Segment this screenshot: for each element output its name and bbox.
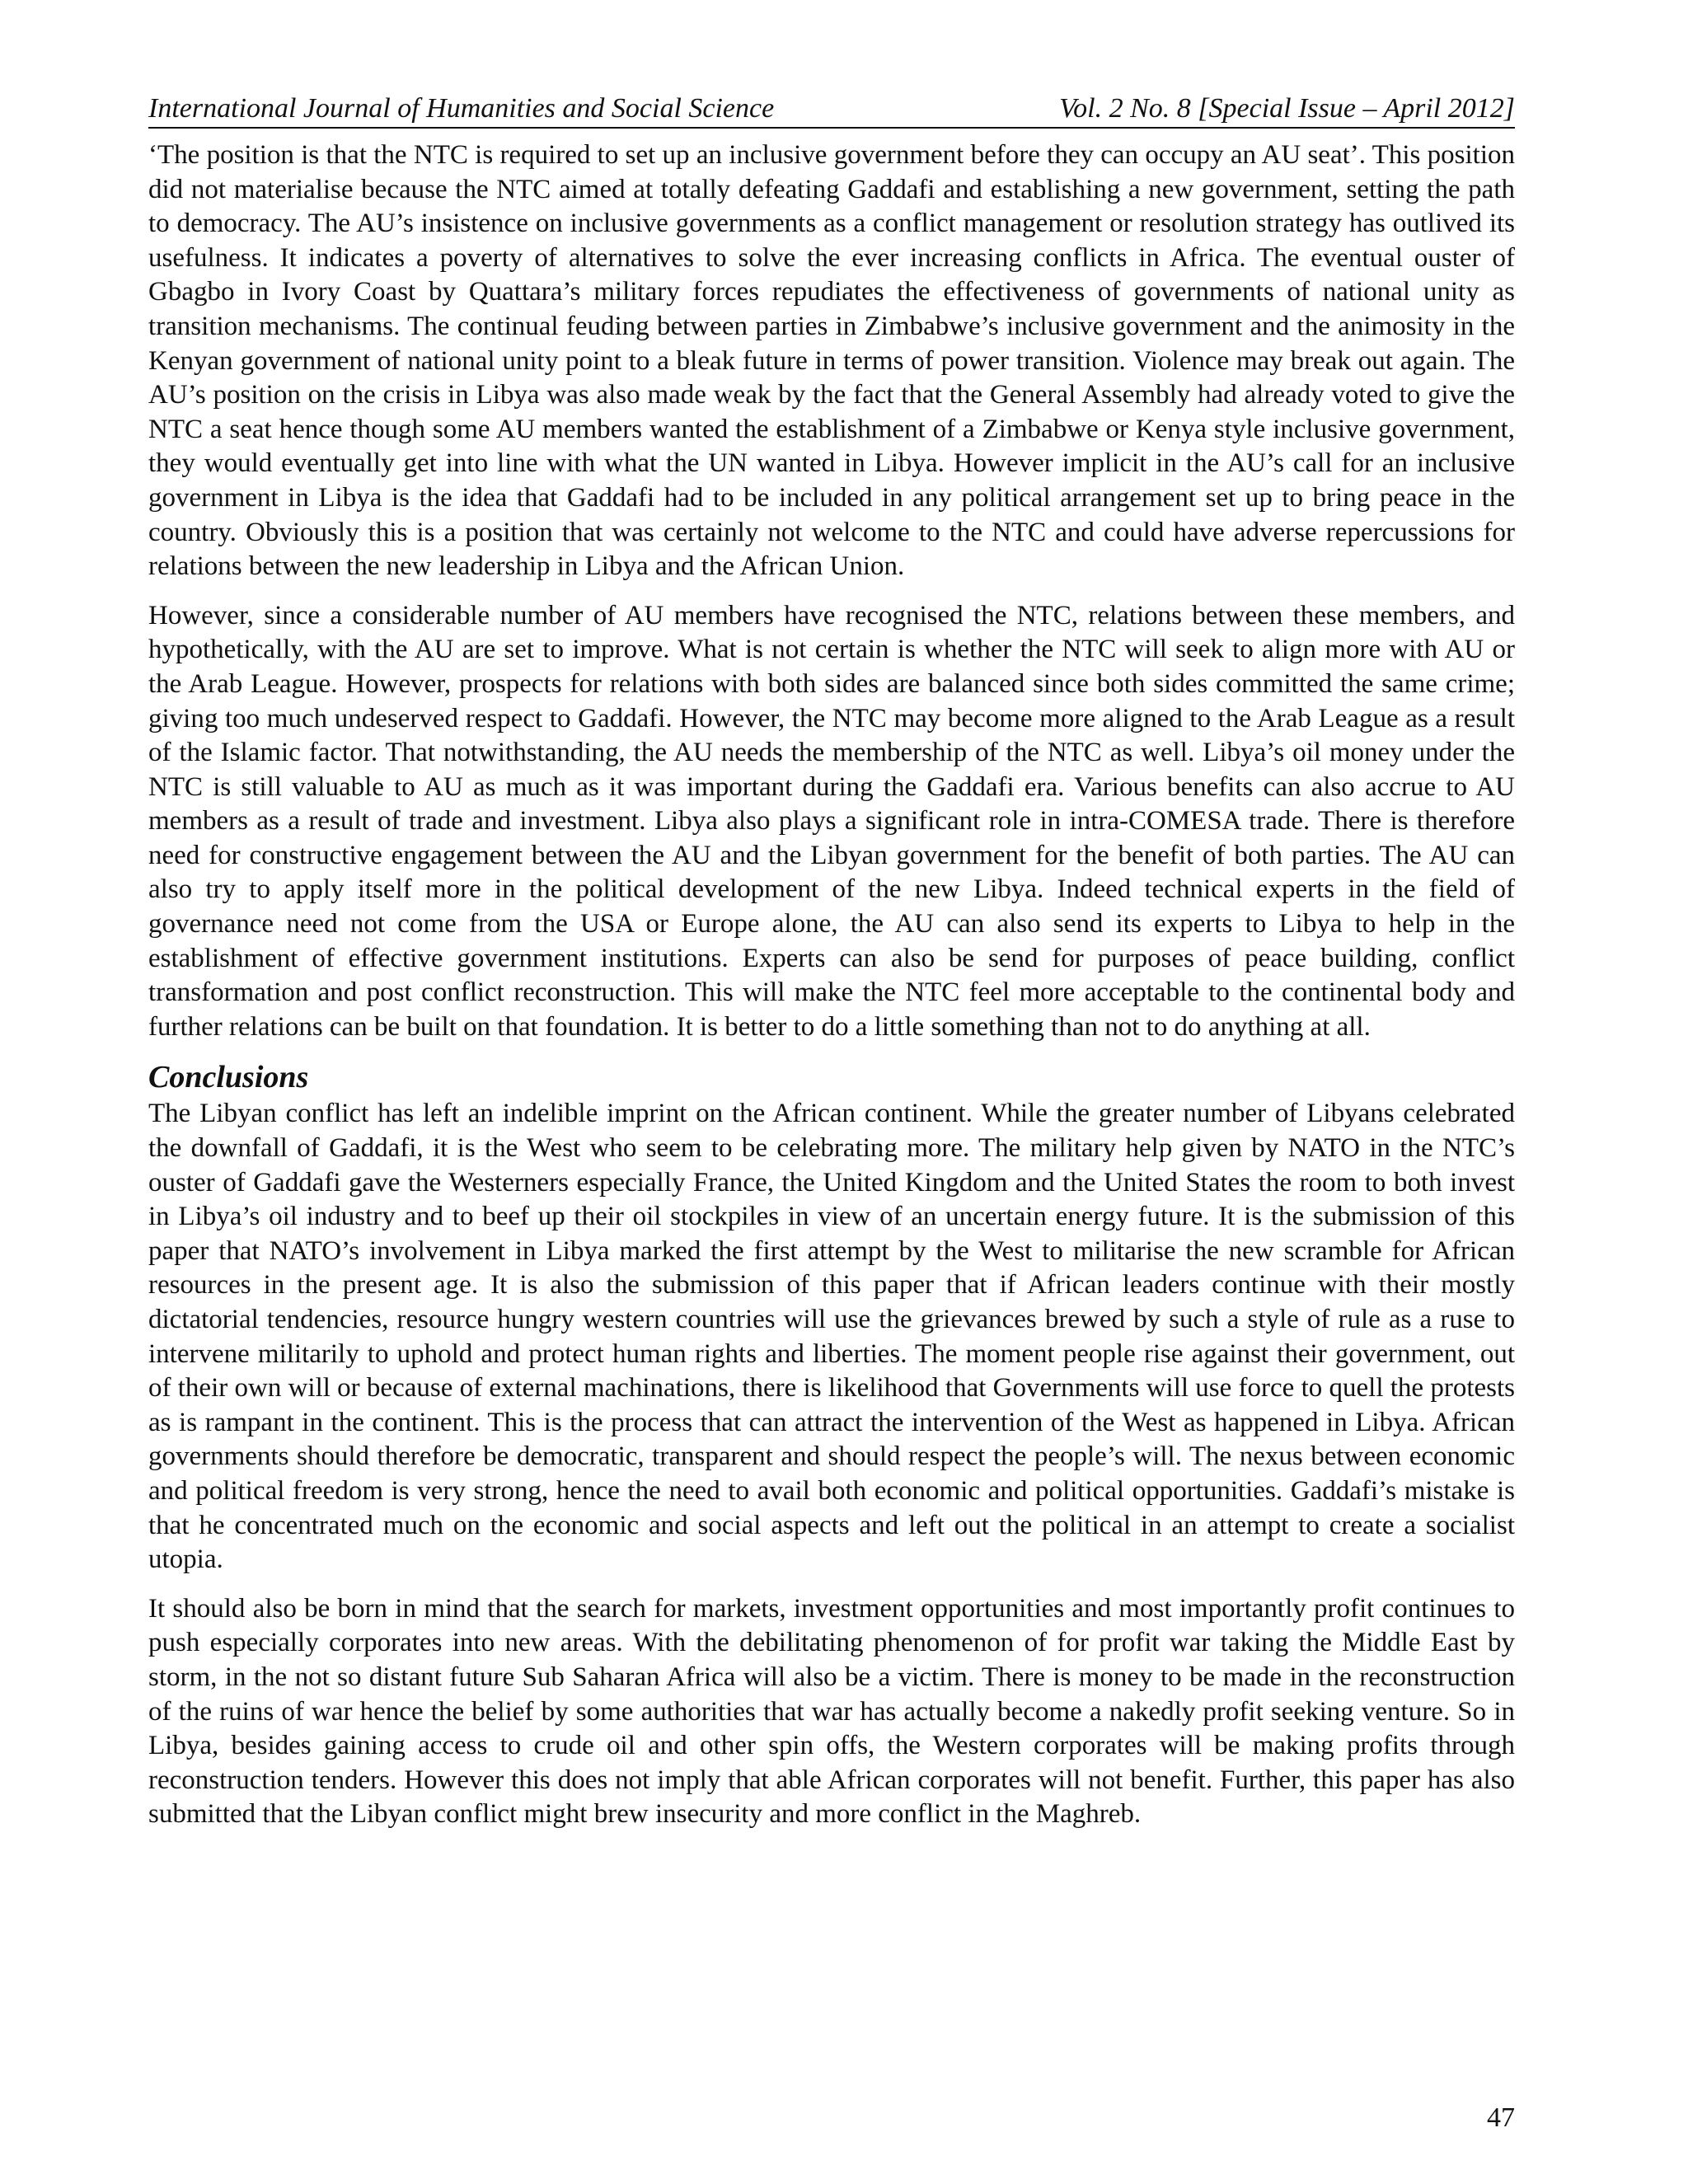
paragraph-4: It should also be born in mind that the search for markets, investment opportunities and most importantly profit continues to push especially corporates into new areas. With the debilitating phenomenon of for profit war taking the Middle East by storm, in the not so distant future Sub Saharan Africa will also be a victim. There is money to be made in the reconstruction of the ruins of war hence the belief by some authorities that war has actually become a nakedly profit seeking venture. So in Libya, besides gaining access to crude oil and other spin offs, the Western corporates will be making profits through reconstruction tenders. However this does not imply that able African corporates will not benefit. Further, this paper has also submitted that the Libyan conflict might brew insecurity and more conflict in the Maghreb. [148,1593,1515,1830]
volume-info: Vol. 2 No. 8 [Special Issue – April 2012] [1059,93,1515,124]
paragraph-3: The Libyan conflict has left an indelible imprint on the African continent. While the greater number of Libyans celebrated the downfall of Gaddafi, it is the West who seem to be celebrating more. The military help given by NATO in the NTC’s ouster of Gaddafi gave the Westerners especially France, the United Kingdom and the United States the room to both invest in Libya’s oil industry and to beef up their oil stockpiles in view of an uncertain energy future. It is the submission of this paper that NATO’s involvement in Libya marked the first attempt by the West to militarise the new scramble for African resources in the present age. It is also the submission of this paper that if African leaders continue with their mostly dictatorial tendencies, resource hungry western countries will use the grievances brewed by such a style of rule as a ruse to intervene militarily to uphold and protect human rights and liberties. The moment people rise against their government, out of their own will or because of external machinations, there is likelihood that Governments will use force to quell the protests as is rampant in the continent. This is the process that can attract the intervention of the West as happened in Libya. African governments should therefore be democratic, transparent and should respect the people’s will. The nexus between economic and political freedom is very strong, hence the need to avail both economic and political opportunities. Gaddafi’s mistake is that he concentrated much on the economic and social aspects and left out the political in an attempt to create a socialist utopia. [148,1099,1515,1575]
section-heading-conclusions: Conclusions [148,1060,309,1095]
journal-title: International Journal of Humanities and Social Science [148,93,775,124]
page [148,92,1515,1847]
page-number: 47 [1487,2102,1515,2133]
paragraph-2: However, since a considerable number of AU members have recognised the NTC, relations between these members, and hypothetically, with the AU are set to improve. What is not certain is whether the NTC will seek to align more with AU or the Arab League. However, prospects for relations with both sides are balanced since both sides committed the same crime; giving too much undeserved respect to Gaddafi. However, the NTC may become more aligned to the Arab League as a result of the Islamic factor. That notwithstanding, the AU needs the membership of the NTC as well. Libya’s oil money under the NTC is still valuable to AU as much as it was important during the Gaddafi era. Various benefits can also accrue to AU members as a result of trade and investment. Libya also plays a significant role in intra-COMESA trade. There is therefore need for constructive engagement between the AU and the Libyan government for the benefit of both parties. The AU can also try to apply itself more in the political development of the new Libya. Indeed technical experts in the field of governance need not come from the USA or Europe alone, the AU can also send its experts to Libya to help in the establishment of effective government institutions. Experts can also be send for purposes of peace building, conflict transformation and post conflict reconstruction. This will make the NTC feel more acceptable to the continental body and further relations can be built on that foundation. It is better to do a little something than not to do anything at all. [148,600,1515,1042]
paragraph-1: ‘The position is that the NTC is required to set up an inclusive government before they can occupy an AU seat’. This position did not materialise because the NTC aimed at totally defeating Gaddafi and establishing a new government, setting the path to democracy. The AU’s insistence on inclusive governments as a conflict management or resolution strategy has outlived its usefulness. It indicates a poverty of alternatives to solve the ever increasing conflicts in Africa. The eventual ouster of Gbagbo in Ivory Coast by Quattara’s military forces repudiates the effectiveness of governments of national unity as transition mechanisms. The continual feuding between parties in Zimbabwe’s inclusive government and the animosity in the Kenyan government of national unity point to a bleak future in terms of power transition. Violence may break out again. The AU’s position on the crisis in Libya was also made weak by the fact that the General Assembly had already voted to give the NTC a seat hence though some AU members wanted the establishment of a Zimbabwe or Kenya style inclusive government, they would eventually get into line with what the UN wanted in Libya. However implicit in the AU’s call for an inclusive government in Libya is the idea that Gaddafi had to be included in any political arrangement set up to bring peace in the country. Obviously this is a position that was certainly not welcome to the NTC and could have adverse repercussions for relations between the new leadership in Libya and the African Union. [148,140,1515,582]
running-header [148,92,1515,129]
